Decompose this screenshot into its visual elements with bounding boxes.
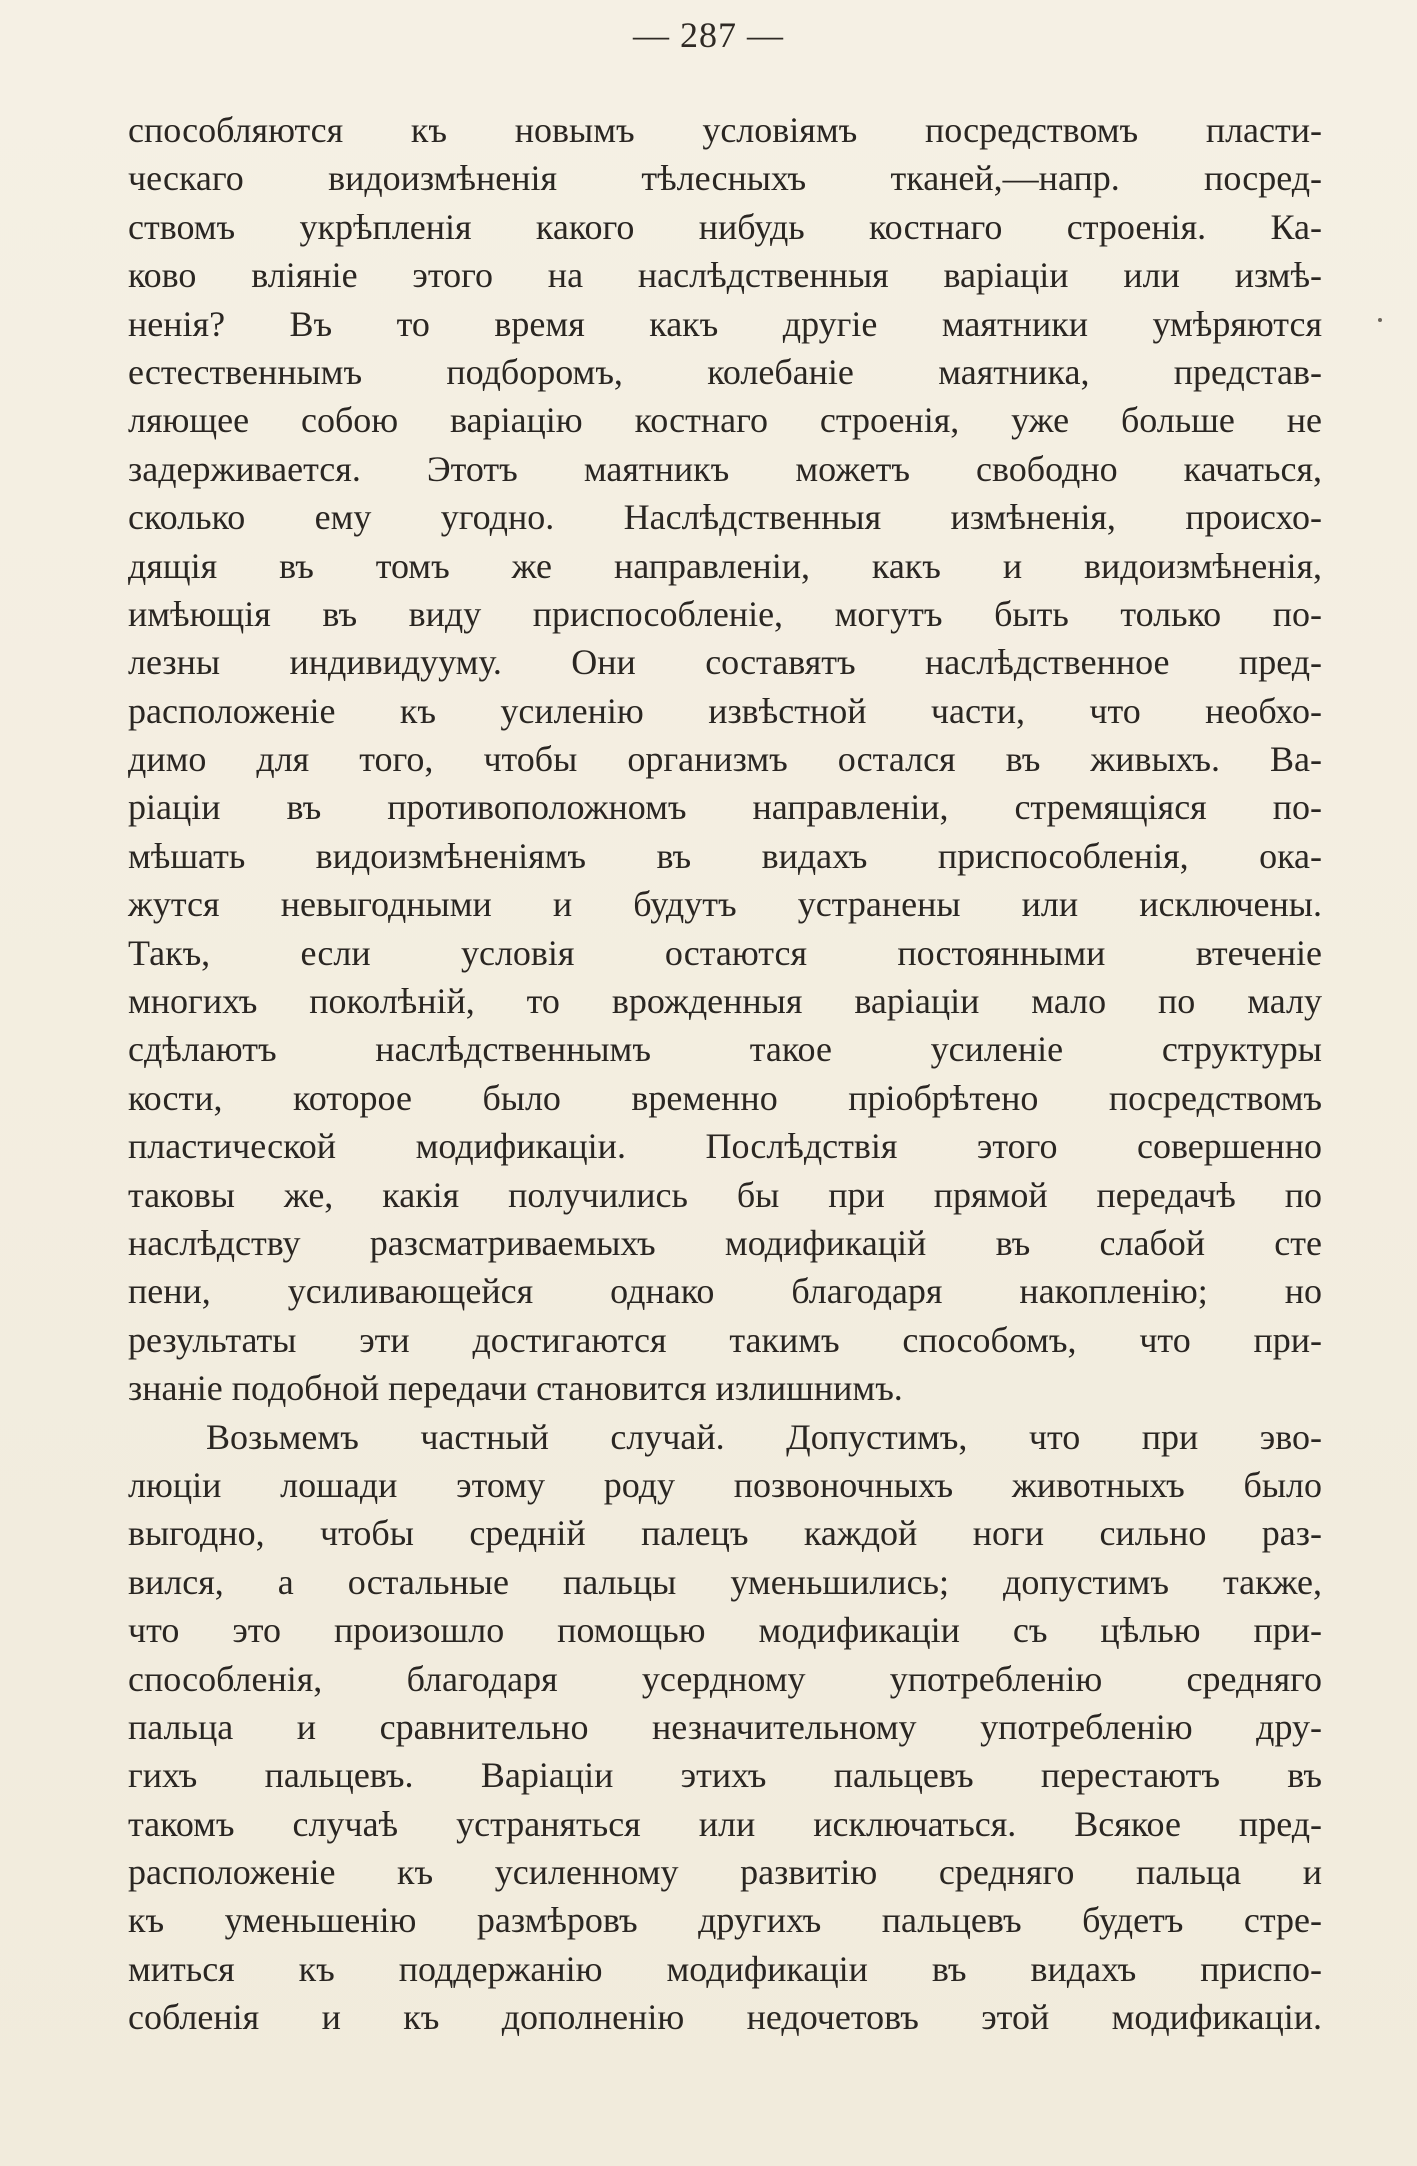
text-line: люціи лошади этому роду позвоночныхъ животныхъ было [128, 1464, 1322, 1505]
text-line: Возьмемъ частный случай. Допустимъ, что при эво- [206, 1416, 1322, 1457]
text-line: пластической модификаціи. Послѣдствія этого совершенно [128, 1126, 1322, 1167]
text-line: расположеніе къ усиленному развитію средняго пальца и [128, 1852, 1322, 1893]
text-line: ствомъ укрѣпленія какого нибудь костнаго строенія. Ка- [128, 206, 1322, 247]
text-line: миться къ поддержанію модификаціи въ видахъ приспо- [128, 1948, 1322, 1989]
text-line: наслѣдству разсматриваемыхъ модификацій въ слабой сте [128, 1222, 1322, 1263]
text-line: многихъ поколѣній, то врожденныя варіаціи мало по малу [128, 981, 1322, 1022]
text-line: сдѣлаютъ наслѣдственнымъ такое усиленіе структуры [128, 1029, 1322, 1070]
text-line: способленія, благодаря усердному употребленію средняго [128, 1658, 1322, 1699]
text-line: ково вліяніе этого на наслѣдственныя варіаціи или измѣ- [128, 255, 1322, 296]
text-line: къ уменьшенію размѣровъ другихъ пальцевъ будетъ стре- [128, 1900, 1322, 1941]
text-line: выгодно, чтобы средній палецъ каждой ноги сильно раз- [128, 1513, 1322, 1554]
text-line: димо для того, чтобы организмъ остался въ живыхъ. Ва- [128, 739, 1322, 780]
text-line: ненія? Въ то время какъ другіе маятники умѣряются [128, 303, 1322, 344]
paragraph-1 [128, 106, 1322, 1413]
text-line: таковы же, какія получились бы при прямой передачѣ по [128, 1174, 1322, 1215]
text-line: знаніе подобной передачи становится излишнимъ. [128, 1368, 903, 1409]
text-line: кости, которое было временно пріобрѣтено посредствомъ [128, 1077, 1322, 1118]
text-line: задерживается. Этотъ маятникъ можетъ свободно качаться, [128, 448, 1322, 489]
text-line: пени, усиливающейся однако благодаря накопленію; но [128, 1271, 1322, 1312]
text-line: ческаго видоизмѣненія тѣлесныхъ тканей,—напр. посред- [128, 158, 1322, 199]
text-line: результаты эти достигаются такимъ способомъ, что при- [128, 1319, 1322, 1360]
text-line: сколько ему угодно. Наслѣдственныя измѣненія, происхо- [128, 497, 1322, 538]
text-line: способляются къ новымъ условіямъ посредствомъ пласти- [128, 110, 1322, 150]
text-line: дящія въ томъ же направленіи, какъ и видоизмѣненія, [128, 545, 1322, 586]
text-line: что это произошло помощью модификаціи съ цѣлью при- [128, 1610, 1322, 1651]
text-line: ляющее собою варіацію костнаго строенія, уже больше не [128, 400, 1322, 441]
text-line: лезны индивидууму. Они составятъ наслѣдственное пред- [128, 642, 1322, 683]
text-line: мѣшать видоизмѣненіямъ въ видахъ приспособленія, ока- [128, 835, 1322, 876]
text-line: вился, а остальные пальцы уменьшились; допустимъ также, [128, 1561, 1322, 1602]
page-number: — 287 — [633, 15, 784, 55]
text-line: такомъ случаѣ устраняться или исключаться. Всякое пред- [128, 1803, 1322, 1844]
body-text [128, 106, 1322, 2042]
text-line: имѣющія въ виду приспособленіе, могутъ быть только по- [128, 593, 1322, 634]
margin-dot-mark [1378, 318, 1382, 322]
text-line: собленія и къ дополненію недочетовъ этой модификаціи. [128, 1997, 1322, 2038]
text-line: Такъ, если условія остаются постоянными втеченіе [128, 932, 1322, 973]
text-line: ріаціи въ противоположномъ направленіи, стремящіяся по- [128, 787, 1322, 828]
text-line: жутся невыгодными и будутъ устранены или исключены. [128, 884, 1322, 925]
text-line: гихъ пальцевъ. Варіаціи этихъ пальцевъ перестаютъ въ [128, 1755, 1322, 1796]
text-line: расположеніе къ усиленію извѣстной части, что необхо- [128, 690, 1322, 731]
paragraph-2 [128, 1413, 1322, 2042]
text-line: пальца и сравнительно незначительному употребленію дру- [128, 1706, 1322, 1747]
text-line: естественнымъ подборомъ, колебаніе маятника, представ- [128, 351, 1322, 392]
